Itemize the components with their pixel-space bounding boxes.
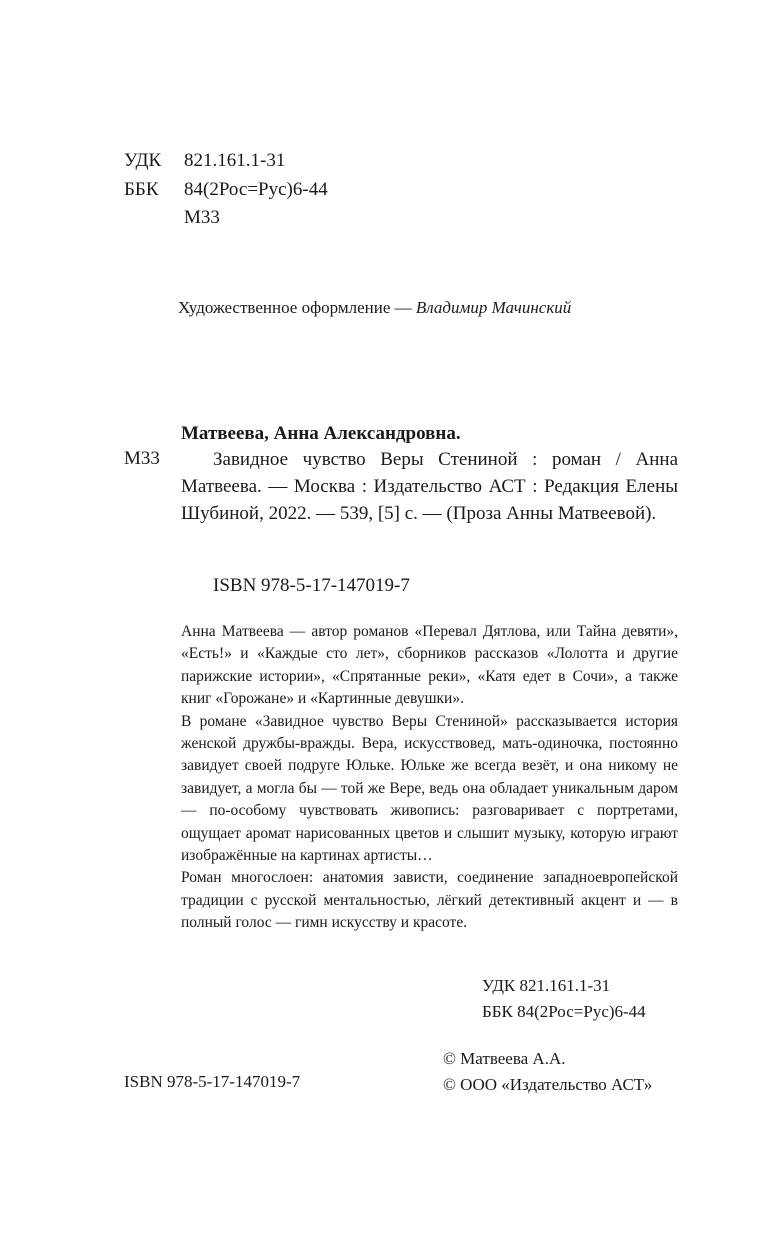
bottom-isbn: ISBN 978-5-17-147019-7 [124,1072,301,1091]
entry-author: Матвеева, Анна Александровна. [181,423,461,444]
copyright-author: © Матвеева А.А. [443,1049,566,1068]
udk-value: 821.161.1-31 [184,150,286,171]
credit-name: Владимир Мачинский [415,298,572,317]
entry-description: Завидное чувство Веры Стениной : роман / Анна Матвеева. — Москва : Издательство АСТ : Редакция Елены Шубиной, 2022. — 539, [5] с. — (Проза Анны Матвеевой). [181,449,678,524]
udk-label: УДК [124,150,162,171]
entry-isbn: ISBN 978-5-17-147019-7 [213,575,410,596]
annotation-paragraph: В романе «Завидное чувство Веры Стениной» рассказывается история женской дружбы-вражды. Вера, искусствовед, мать-одиночка, постоянно завидует своей подруге Юльке. Юльке же всегда везёт, и она никому не завидует, а могла бы — той же Вере, ведь она обладает уникальным даром — по-особому чувствовать живопись: разговаривает с портретами, ощущает аромат нарисованных цветов и слышит музыку, которую играют изображённые на картинах артисты… [181,712,678,865]
credit-role: Художественное оформление — [178,298,412,317]
bbk-label: ББК [124,179,159,200]
copyright-block [443,1046,652,1098]
copyright-publisher: © ООО «Издательство АСТ» [443,1075,653,1094]
annotation [181,621,678,935]
bottom-bbk: ББК 84(2Рос=Рус)6-44 [482,1002,646,1021]
bottom-udk: УДК 821.161.1-31 [482,976,611,995]
bottom-codes [482,973,646,1025]
entry-author-mark: М33 [124,448,160,469]
art-credit [178,298,571,318]
annotation-paragraph: Анна Матвеева — автор романов «Перевал Дятлова, или Тайна девяти», «Есть!» и «Каждые сто лет», сборников рассказов «Лолотта и другие парижские истории», «Спрятанные реки», «Катя едет в Сочи», а также книг «Горожане» и «Картинные девушки». [181,623,678,708]
bbk-value: 84(2Рос=Рус)6-44 [184,179,328,200]
author-mark: М33 [184,207,220,228]
annotation-paragraph: Роман многослоен: анатомия зависти, соединение западноевропейской традиции с русской ментальностью, лёгкий детективный акцент и — в полный голос — гимн искусству и красоте. [181,869,678,932]
